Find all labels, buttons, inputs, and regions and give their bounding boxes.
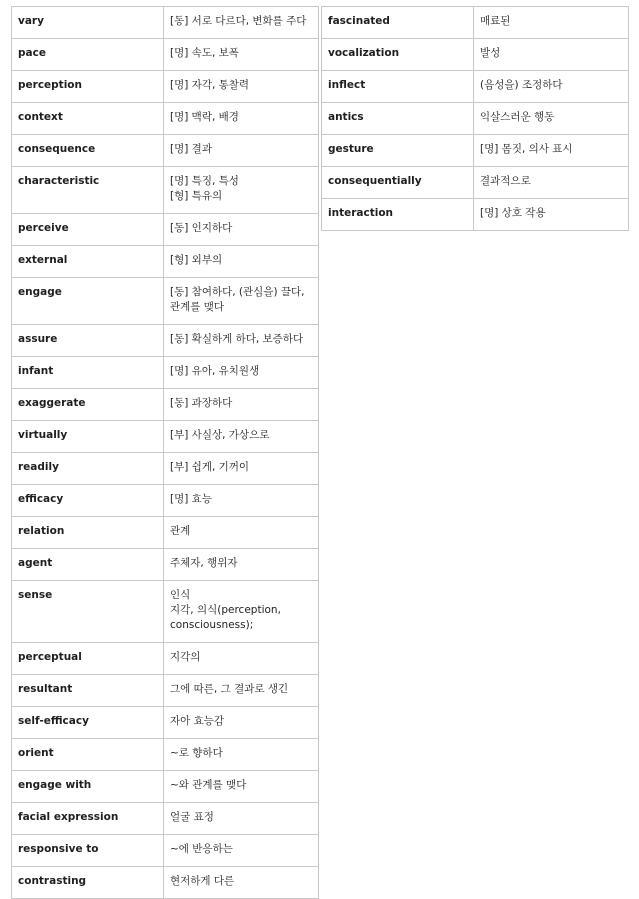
vocab-meaning: ~와 관계를 맺다 (164, 771, 319, 803)
vocab-meaning: [동] 서로 다르다, 변화를 주다 (164, 7, 319, 39)
vocab-word: perceptual (12, 643, 164, 675)
table-row (12, 675, 319, 707)
vocab-meaning: 자아 효능감 (164, 707, 319, 739)
table-row (12, 103, 319, 135)
table-row (12, 517, 319, 549)
vocab-word: responsive to (12, 835, 164, 867)
vocab-word: agent (12, 549, 164, 581)
vocab-meaning: 매료된 (474, 7, 629, 39)
vocab-word: consequentially (322, 167, 474, 199)
vocab-word: contrasting (12, 867, 164, 899)
table-row (322, 71, 629, 103)
table-row (12, 7, 319, 39)
vocab-meaning: 주체자, 행위자 (164, 549, 319, 581)
table-row (12, 485, 319, 517)
table-row (12, 167, 319, 214)
vocab-word: vary (12, 7, 164, 39)
vocab-word: orient (12, 739, 164, 771)
vocab-word: characteristic (12, 167, 164, 214)
table-row (12, 246, 319, 278)
vocab-meaning: [명] 상호 작용 (474, 199, 629, 231)
vocab-meaning: ~로 향하다 (164, 739, 319, 771)
table-row (12, 581, 319, 643)
table-row (12, 707, 319, 739)
vocab-meaning: (음성을) 조정하다 (474, 71, 629, 103)
vocab-word: relation (12, 517, 164, 549)
table-row (12, 867, 319, 899)
vocab-word: infant (12, 357, 164, 389)
table-row (12, 643, 319, 675)
table-row (322, 167, 629, 199)
vocab-meaning: [명] 몸짓, 의사 표시 (474, 135, 629, 167)
table-row (12, 325, 319, 357)
vocab-table-right-body (322, 7, 629, 231)
vocab-word: engage (12, 278, 164, 325)
vocab-meaning: [명] 유아, 유치원생 (164, 357, 319, 389)
table-row (12, 803, 319, 835)
table-row (12, 71, 319, 103)
vocab-word: exaggerate (12, 389, 164, 421)
vocab-word: inflect (322, 71, 474, 103)
vocab-meaning: 익살스러운 행동 (474, 103, 629, 135)
vocab-meaning: [명] 속도, 보폭 (164, 39, 319, 71)
vocab-meaning: ~에 반응하는 (164, 835, 319, 867)
vocab-word: perceive (12, 214, 164, 246)
vocab-meaning: [동] 참여하다, (관심을) 끌다, 관계를 맺다 (164, 278, 319, 325)
table-row (322, 199, 629, 231)
vocab-word: readily (12, 453, 164, 485)
vocab-table-right (321, 6, 629, 231)
vocab-word: engage with (12, 771, 164, 803)
table-row (322, 103, 629, 135)
vocab-table-left (11, 6, 319, 899)
vocab-word: assure (12, 325, 164, 357)
table-row (12, 549, 319, 581)
vocab-word: consequence (12, 135, 164, 167)
vocab-meaning: 지각의 (164, 643, 319, 675)
vocab-meaning: 현저하게 다른 (164, 867, 319, 899)
vocab-word: perception (12, 71, 164, 103)
vocab-meaning: [명] 자각, 통찰력 (164, 71, 319, 103)
vocab-word: virtually (12, 421, 164, 453)
vocab-word: facial expression (12, 803, 164, 835)
table-row (12, 389, 319, 421)
table-row (12, 771, 319, 803)
table-row (12, 278, 319, 325)
vocab-meaning: 발성 (474, 39, 629, 71)
table-row (12, 835, 319, 867)
vocab-word: external (12, 246, 164, 278)
table-row (322, 39, 629, 71)
vocab-meaning: 결과적으로 (474, 167, 629, 199)
table-row (322, 135, 629, 167)
vocab-meaning: 인식 지각, 의식(perception, consciousness); (164, 581, 319, 643)
vocab-word: resultant (12, 675, 164, 707)
vocab-meaning: [동] 확실하게 하다, 보증하다 (164, 325, 319, 357)
vocab-word: antics (322, 103, 474, 135)
table-row (12, 39, 319, 71)
vocab-word: efficacy (12, 485, 164, 517)
table-row (322, 7, 629, 39)
table-row (12, 421, 319, 453)
vocab-word: fascinated (322, 7, 474, 39)
table-row (12, 739, 319, 771)
vocab-meaning: 그에 따른, 그 결과로 생긴 (164, 675, 319, 707)
vocab-meaning: [명] 결과 (164, 135, 319, 167)
vocab-meaning: [명] 효능 (164, 485, 319, 517)
vocab-meaning: [명] 맥락, 배경 (164, 103, 319, 135)
table-row (12, 357, 319, 389)
vocab-meaning: 관계 (164, 517, 319, 549)
vocab-word: pace (12, 39, 164, 71)
vocab-meaning: [동] 인지하다 (164, 214, 319, 246)
vocab-meaning: [부] 쉽게, 기꺼이 (164, 453, 319, 485)
vocab-word: interaction (322, 199, 474, 231)
vocab-table-left-body (12, 7, 319, 899)
vocab-meaning: [동] 과장하다 (164, 389, 319, 421)
vocab-meaning: [형] 외부의 (164, 246, 319, 278)
vocab-meaning: [부] 사실상, 가상으로 (164, 421, 319, 453)
vocab-word: context (12, 103, 164, 135)
vocab-word: sense (12, 581, 164, 643)
vocab-meaning: [명] 특징, 특성 [형] 특유의 (164, 167, 319, 214)
table-row (12, 214, 319, 246)
vocab-word: self-efficacy (12, 707, 164, 739)
table-row (12, 135, 319, 167)
vocab-meaning: 얼굴 표정 (164, 803, 319, 835)
vocab-word: gesture (322, 135, 474, 167)
vocab-word: vocalization (322, 39, 474, 71)
table-row (12, 453, 319, 485)
